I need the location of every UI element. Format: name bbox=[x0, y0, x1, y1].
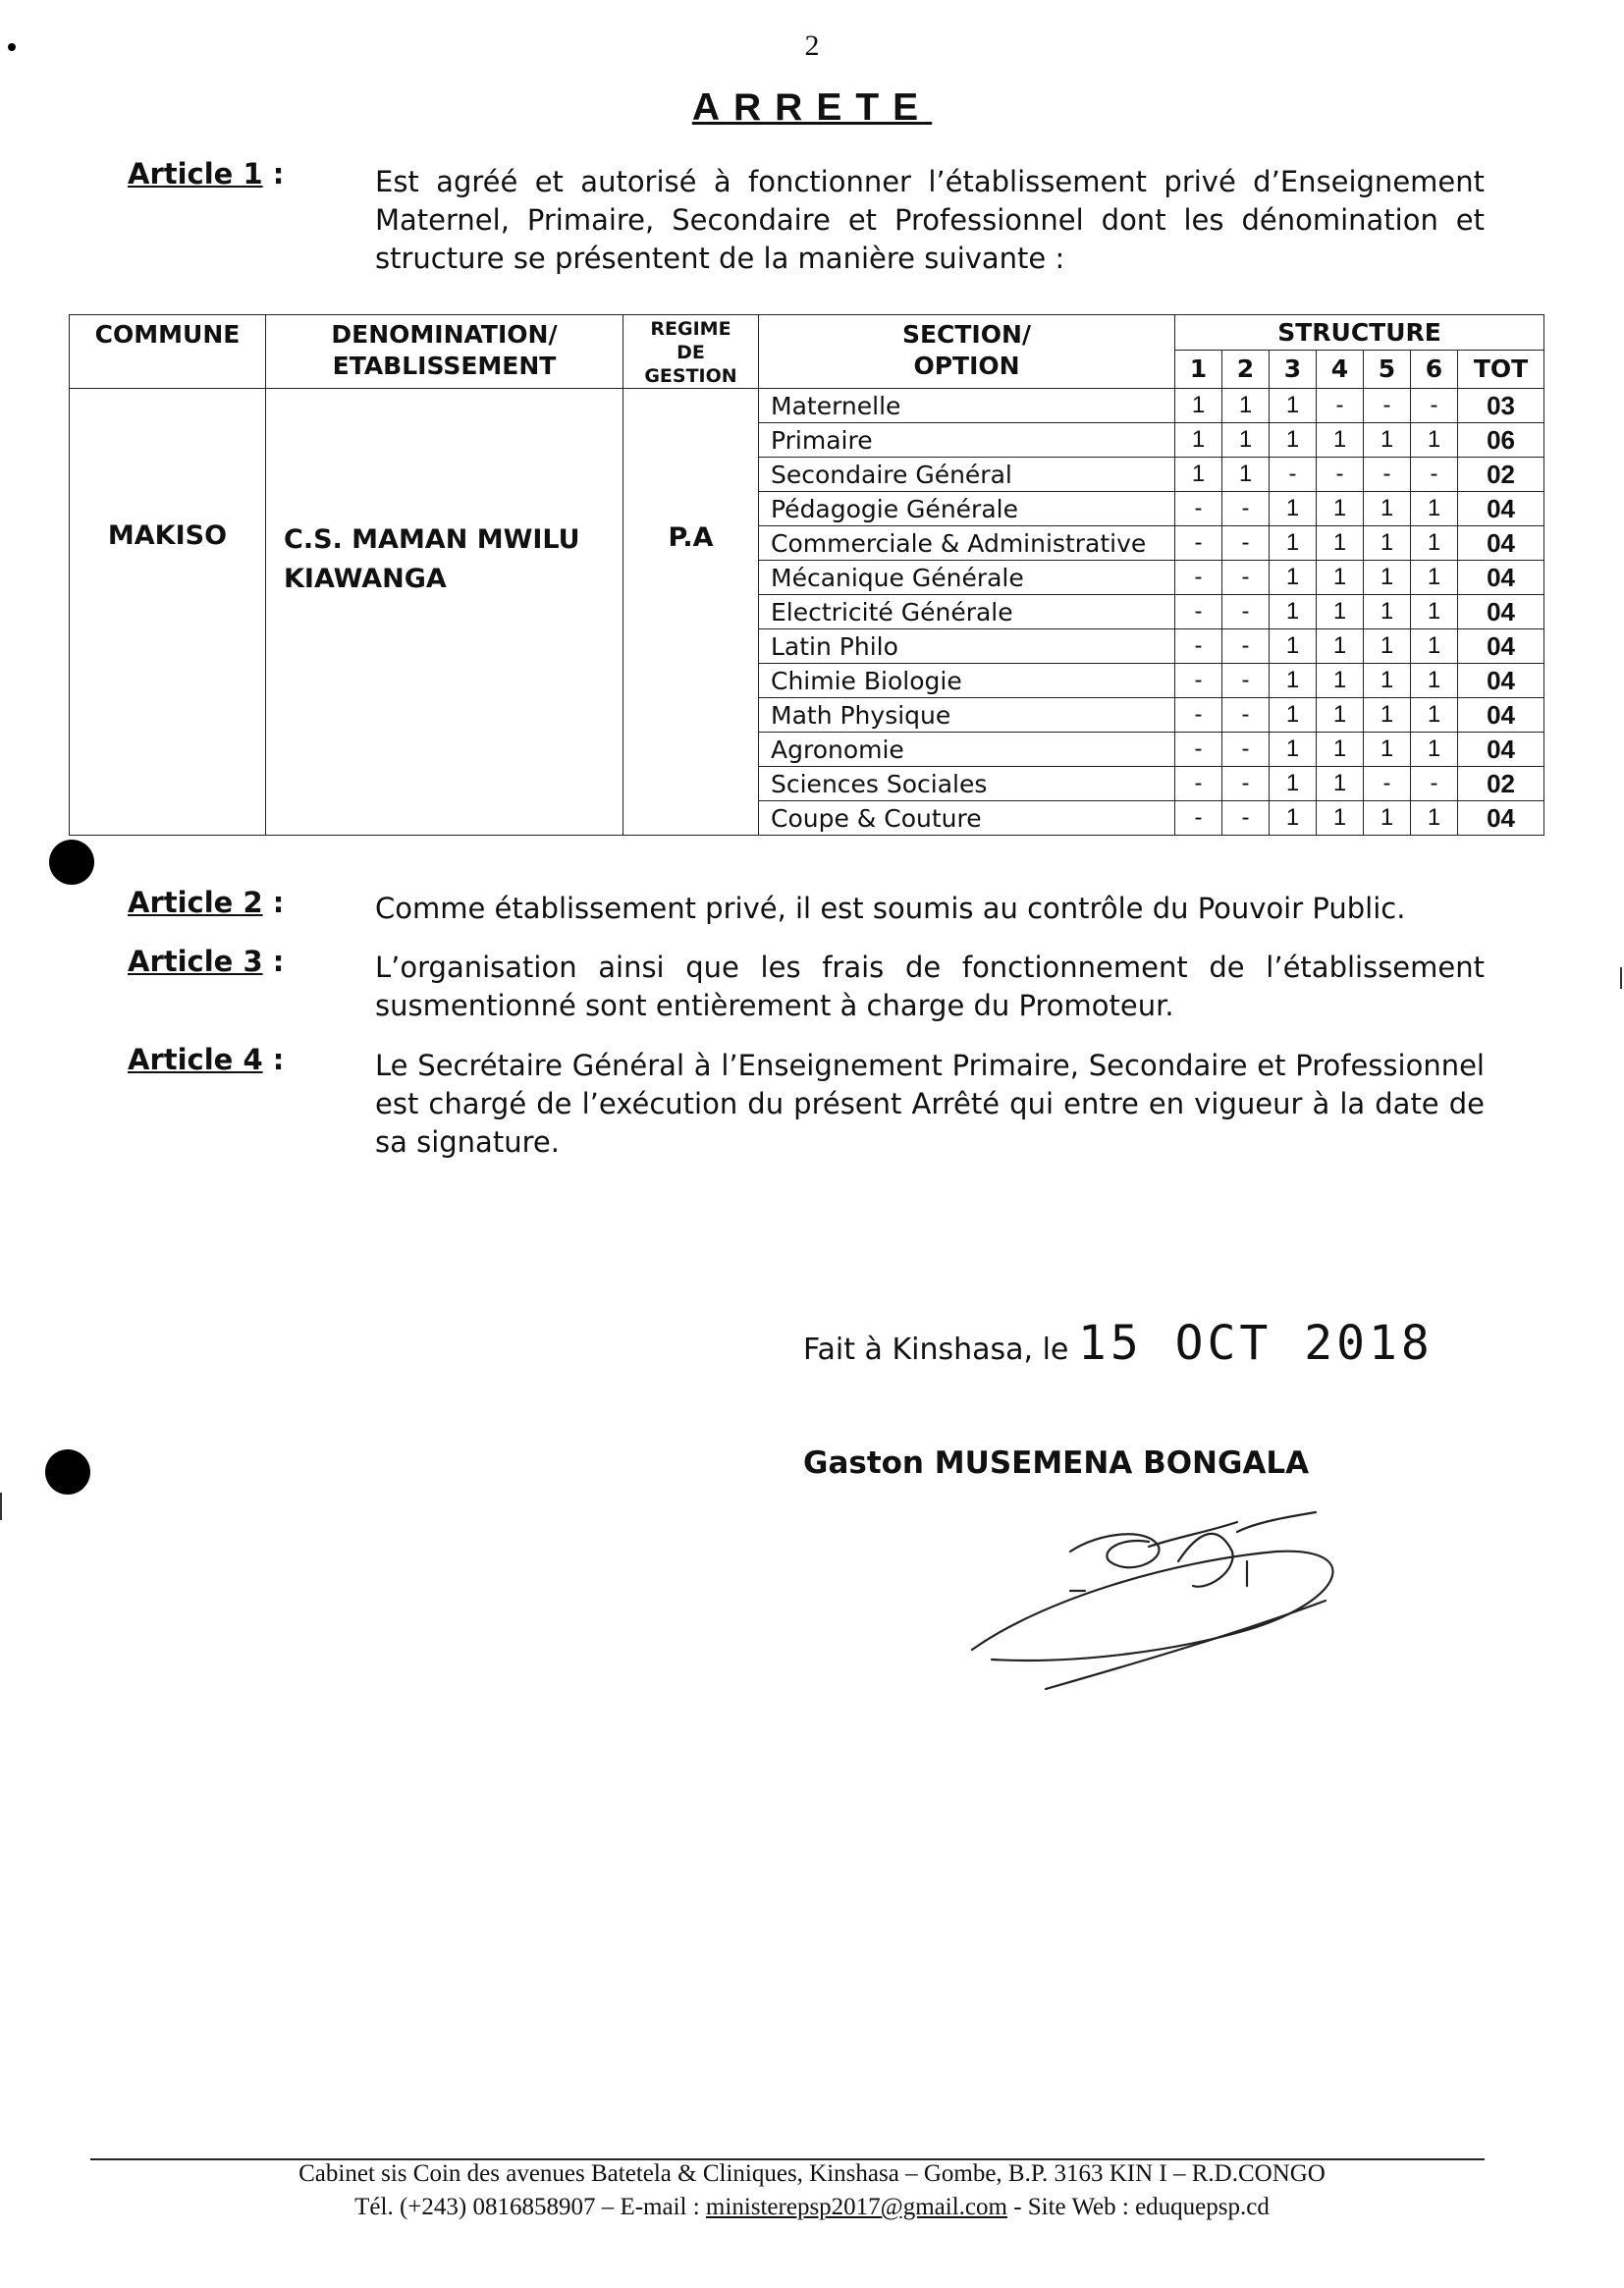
section-cell: Commerciale & Administrative bbox=[759, 526, 1175, 561]
place-text: Fait à Kinshasa, le bbox=[803, 1333, 1069, 1367]
header-denomination-line: ETABLISSEMENT bbox=[332, 352, 557, 380]
section-cell: Latin Philo bbox=[759, 629, 1175, 664]
document-title: ARRETE bbox=[691, 86, 933, 129]
level-cell: 1 bbox=[1270, 526, 1317, 561]
article-4-line: sa signature. bbox=[375, 1125, 560, 1159]
level-cell: 1 bbox=[1411, 423, 1458, 458]
table-body bbox=[70, 389, 1544, 836]
level-cell: 1 bbox=[1270, 595, 1317, 629]
header-tot: TOT bbox=[1458, 351, 1544, 389]
regime-cell: P.A bbox=[623, 389, 759, 836]
level-cell: 1 bbox=[1270, 801, 1317, 836]
level-cell: 1 bbox=[1317, 526, 1364, 561]
level-cell: 1 bbox=[1317, 492, 1364, 526]
level-cell: 1 bbox=[1222, 423, 1270, 458]
header-regime-line: DE bbox=[677, 342, 705, 363]
level-cell: 1 bbox=[1364, 801, 1411, 836]
etablissement-cell bbox=[266, 389, 623, 836]
tot-cell: 06 bbox=[1458, 423, 1544, 458]
level-cell: 1 bbox=[1411, 595, 1458, 629]
tot-cell: 04 bbox=[1458, 664, 1544, 698]
tot-cell: 04 bbox=[1458, 595, 1544, 629]
level-cell: - bbox=[1317, 458, 1364, 492]
level-cell: - bbox=[1222, 801, 1270, 836]
level-cell: 1 bbox=[1175, 423, 1222, 458]
tot-cell: 04 bbox=[1458, 698, 1544, 733]
article-3-label: Article 3 : bbox=[128, 945, 285, 978]
header-level: 2 bbox=[1222, 351, 1270, 389]
header-level: 5 bbox=[1364, 351, 1411, 389]
structure-table bbox=[69, 314, 1544, 836]
footer-contact bbox=[0, 2194, 1624, 2221]
level-cell: 1 bbox=[1411, 698, 1458, 733]
level-cell: 1 bbox=[1364, 595, 1411, 629]
level-cell: - bbox=[1411, 389, 1458, 423]
tot-cell: 04 bbox=[1458, 733, 1544, 767]
header-commune: COMMUNE bbox=[70, 315, 266, 389]
header-denomination-line: DENOMINATION/ bbox=[331, 320, 558, 349]
level-cell: 1 bbox=[1270, 423, 1317, 458]
article-3-line: L’organisation ainsi que les frais de fonctionnement de l’établissement bbox=[375, 951, 1485, 984]
tot-cell: 04 bbox=[1458, 801, 1544, 836]
level-cell: 1 bbox=[1270, 492, 1317, 526]
level-cell: - bbox=[1222, 526, 1270, 561]
level-cell: - bbox=[1222, 492, 1270, 526]
article-3-line: susmentionné sont entièrement à charge du Promoteur. bbox=[375, 989, 1174, 1022]
tot-cell: 03 bbox=[1458, 389, 1544, 423]
tot-cell: 04 bbox=[1458, 526, 1544, 561]
level-cell: 1 bbox=[1364, 629, 1411, 664]
commune-cell: MAKISO bbox=[70, 389, 266, 836]
level-cell: 1 bbox=[1411, 629, 1458, 664]
level-cell: - bbox=[1175, 733, 1222, 767]
etablissement-line: C.S. MAMAN MWILU bbox=[284, 524, 580, 555]
section-cell: Maternelle bbox=[759, 389, 1175, 423]
level-cell: - bbox=[1222, 733, 1270, 767]
level-cell: 1 bbox=[1364, 698, 1411, 733]
level-cell: 1 bbox=[1222, 458, 1270, 492]
tot-cell: 04 bbox=[1458, 561, 1544, 595]
level-cell: 1 bbox=[1317, 664, 1364, 698]
handwritten-signature bbox=[952, 1493, 1365, 1709]
place-date bbox=[803, 1316, 1434, 1371]
level-cell: - bbox=[1222, 767, 1270, 801]
tot-cell: 02 bbox=[1458, 767, 1544, 801]
section-cell: Math Physique bbox=[759, 698, 1175, 733]
article-2-label-text: Article 2 bbox=[128, 886, 263, 919]
level-cell: - bbox=[1175, 526, 1222, 561]
level-cell: 1 bbox=[1364, 423, 1411, 458]
level-cell: - bbox=[1222, 561, 1270, 595]
level-cell: 1 bbox=[1364, 526, 1411, 561]
article-2-text bbox=[375, 890, 1485, 928]
table-row bbox=[70, 389, 1544, 423]
level-cell: 1 bbox=[1317, 629, 1364, 664]
article-2-line: Comme établissement privé, il est soumis au contrôle du Pouvoir Public. bbox=[375, 892, 1406, 925]
tot-cell: 02 bbox=[1458, 458, 1544, 492]
article-1-label-text: Article 1 bbox=[128, 157, 263, 191]
article-2-label: Article 2 : bbox=[128, 886, 285, 919]
level-cell: 1 bbox=[1364, 561, 1411, 595]
level-cell: 1 bbox=[1270, 561, 1317, 595]
section-cell: Chimie Biologie bbox=[759, 664, 1175, 698]
article-1-line: structure se présentent de la manière suivante : bbox=[375, 242, 1065, 275]
level-cell: - bbox=[1175, 595, 1222, 629]
section-cell: Mécanique Générale bbox=[759, 561, 1175, 595]
level-cell: 1 bbox=[1411, 664, 1458, 698]
punch-hole bbox=[49, 840, 94, 885]
article-1-line: Est agréé et autorisé à fonctionner l’établissement privé d’Enseignement bbox=[375, 165, 1485, 198]
section-cell: Electricité Générale bbox=[759, 595, 1175, 629]
level-cell: - bbox=[1364, 458, 1411, 492]
article-4-label: Article 4 : bbox=[128, 1043, 285, 1076]
level-cell: - bbox=[1175, 629, 1222, 664]
article-3-label-text: Article 3 bbox=[128, 945, 263, 978]
level-cell: 1 bbox=[1411, 526, 1458, 561]
header-level: 1 bbox=[1175, 351, 1222, 389]
footer-address: Cabinet sis Coin des avenues Batetela & Cliniques, Kinshasa – Gombe, B.P. 3163 KIN I – R.D.CONGO bbox=[298, 2160, 1326, 2187]
article-1-text bbox=[375, 163, 1485, 278]
header-regime bbox=[623, 315, 759, 389]
level-cell: - bbox=[1222, 629, 1270, 664]
level-cell: - bbox=[1411, 767, 1458, 801]
level-cell: 1 bbox=[1317, 801, 1364, 836]
level-cell: 1 bbox=[1317, 561, 1364, 595]
level-cell: 1 bbox=[1317, 767, 1364, 801]
level-cell: 1 bbox=[1411, 733, 1458, 767]
article-4-line: est chargé de l’exécution du présent Arrêté qui entre en vigueur à la date de bbox=[375, 1087, 1485, 1120]
footer-website: - Site Web : eduquepsp.cd bbox=[1006, 2194, 1270, 2220]
level-cell: 1 bbox=[1270, 389, 1317, 423]
tot-cell: 04 bbox=[1458, 492, 1544, 526]
article-1-label: Article 1 : bbox=[128, 157, 285, 191]
page-number: 2 bbox=[804, 29, 820, 62]
level-cell: 1 bbox=[1175, 458, 1222, 492]
level-cell: 1 bbox=[1270, 733, 1317, 767]
level-cell: 1 bbox=[1364, 492, 1411, 526]
level-cell: 1 bbox=[1411, 801, 1458, 836]
header-level: 3 bbox=[1270, 351, 1317, 389]
header-level: 4 bbox=[1317, 351, 1364, 389]
level-cell: - bbox=[1411, 458, 1458, 492]
etablissement-line: KIAWANGA bbox=[284, 564, 447, 594]
article-4-text bbox=[375, 1047, 1485, 1162]
header-denomination bbox=[266, 315, 623, 389]
level-cell: - bbox=[1317, 389, 1364, 423]
level-cell: - bbox=[1175, 801, 1222, 836]
level-cell: - bbox=[1175, 664, 1222, 698]
section-cell: Agronomie bbox=[759, 733, 1175, 767]
level-cell: - bbox=[1222, 664, 1270, 698]
level-cell: 1 bbox=[1317, 733, 1364, 767]
footer-phone: Tél. (+243) 0816858907 – E-mail : bbox=[354, 2194, 706, 2220]
level-cell: 1 bbox=[1270, 767, 1317, 801]
level-cell: - bbox=[1175, 698, 1222, 733]
level-cell: - bbox=[1175, 561, 1222, 595]
tot-cell: 04 bbox=[1458, 629, 1544, 664]
level-cell: 1 bbox=[1317, 423, 1364, 458]
level-cell: 1 bbox=[1411, 561, 1458, 595]
level-cell: 1 bbox=[1364, 733, 1411, 767]
scan-speck bbox=[8, 43, 16, 51]
date-stamp: 15 OCT 2018 bbox=[1077, 1316, 1434, 1371]
article-4-label-text: Article 4 bbox=[128, 1043, 263, 1076]
section-cell: Sciences Sociales bbox=[759, 767, 1175, 801]
level-cell: - bbox=[1364, 389, 1411, 423]
header-section-line: SECTION/ bbox=[901, 320, 1032, 349]
level-cell: 1 bbox=[1317, 698, 1364, 733]
section-cell: Secondaire Général bbox=[759, 458, 1175, 492]
section-cell: Coupe & Couture bbox=[759, 801, 1175, 836]
header-section-line: OPTION bbox=[913, 352, 1020, 380]
level-cell: - bbox=[1364, 767, 1411, 801]
level-cell: - bbox=[1175, 492, 1222, 526]
scan-mark bbox=[0, 1493, 2, 1520]
level-cell: - bbox=[1222, 698, 1270, 733]
section-cell: Pédagogie Générale bbox=[759, 492, 1175, 526]
header-regime-line: REGIME bbox=[650, 318, 731, 340]
level-cell: 1 bbox=[1317, 595, 1364, 629]
level-cell: 1 bbox=[1411, 492, 1458, 526]
level-cell: 1 bbox=[1222, 389, 1270, 423]
section-cell: Primaire bbox=[759, 423, 1175, 458]
level-cell: 1 bbox=[1175, 389, 1222, 423]
level-cell: 1 bbox=[1270, 629, 1317, 664]
scan-mark bbox=[1620, 967, 1622, 989]
punch-hole bbox=[45, 1449, 90, 1495]
header-level: 6 bbox=[1411, 351, 1458, 389]
header-structure: STRUCTURE bbox=[1175, 315, 1544, 351]
level-cell: 1 bbox=[1270, 664, 1317, 698]
level-cell: - bbox=[1270, 458, 1317, 492]
header-section bbox=[759, 315, 1175, 389]
signer-name: Gaston MUSEMENA BONGALA bbox=[803, 1445, 1310, 1481]
article-3-text bbox=[375, 949, 1485, 1025]
level-cell: - bbox=[1175, 767, 1222, 801]
header-regime-line: GESTION bbox=[644, 365, 737, 387]
footer-email-link[interactable]: ministerepsp2017@gmail.com bbox=[705, 2194, 1007, 2220]
article-1-line: Maternel, Primaire, Secondaire et Professionnel dont les dénomination et bbox=[375, 203, 1485, 237]
level-cell: 1 bbox=[1364, 664, 1411, 698]
level-cell: - bbox=[1222, 595, 1270, 629]
article-4-line: Le Secrétaire Général à l’Enseignement Primaire, Secondaire et Professionnel bbox=[375, 1049, 1485, 1082]
level-cell: 1 bbox=[1270, 698, 1317, 733]
